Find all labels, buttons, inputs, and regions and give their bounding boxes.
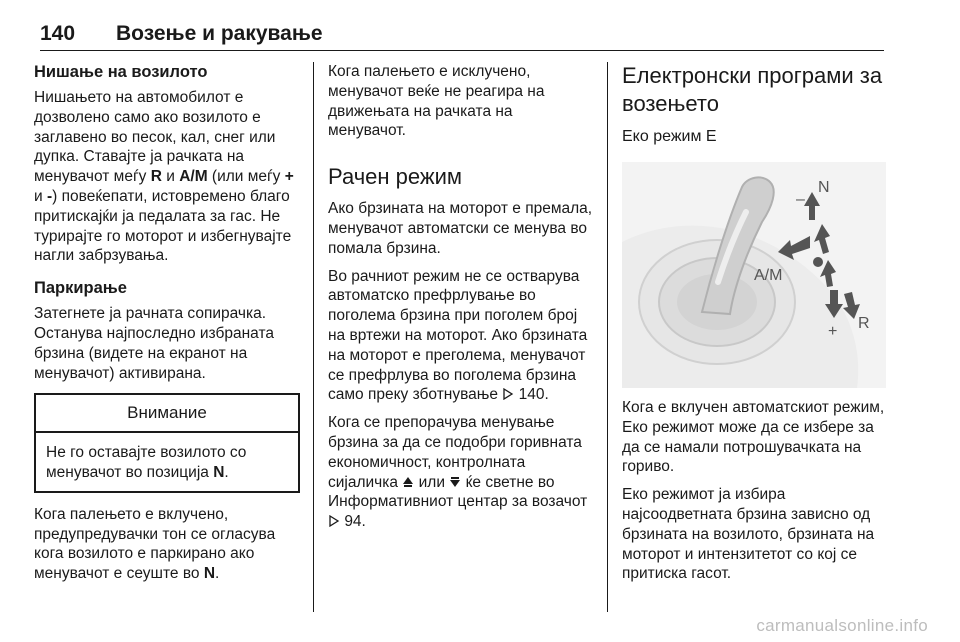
label-plus: + bbox=[828, 323, 838, 340]
paragraph-parking: Затегнете ја рачната сопирачка. Останува најпоследно избраната брзина (видете на екранот на менувачот) активирана. bbox=[34, 305, 274, 382]
page-header bbox=[40, 22, 884, 51]
section-title-parking: Паркирање bbox=[34, 279, 127, 298]
paragraph-eco-2: Еко режимот ја избира најсоодветната брзина зависно од брзината на возилото, брзината на моторот и интензитетот со кој се притиска гасот. bbox=[622, 486, 875, 583]
section-title-programs: Електронски програми за возењето bbox=[622, 63, 883, 116]
column-right bbox=[622, 62, 888, 592]
warning-text: Не го оставајте возилото со менувачот во позиција N. bbox=[46, 444, 247, 481]
paragraph-rocking: Нишањето на автомобилот е дозволено само ако возилото е заглавено во песок, кал, снег или дупка. Ставајте ја рачката на менувачот меѓу R и A/M (или меѓу + и -) повеќепати, истовремено благо притискајќи ја педалата за гас. Не турирајте го моторот и избегнувајте нагли забрзувања. bbox=[34, 89, 294, 265]
label-r: R bbox=[858, 315, 870, 332]
page-number: 140 bbox=[40, 22, 76, 45]
column-divider bbox=[607, 62, 608, 612]
column-divider bbox=[313, 62, 314, 612]
subsection-title-eco: Еко режим E bbox=[622, 128, 717, 145]
column-left bbox=[34, 62, 300, 592]
gear-lever-figure bbox=[622, 162, 886, 388]
paragraph-manual-1: Ако брзината на моторот е премала, менувачот автоматски се менува во помала брзина. bbox=[328, 200, 593, 257]
column-middle bbox=[328, 62, 594, 540]
watermark: carmanualsonline.info bbox=[756, 616, 928, 635]
warning-title: Внимание bbox=[36, 395, 298, 433]
label-minus: – bbox=[796, 191, 805, 208]
shift-down-icon bbox=[449, 476, 461, 488]
paragraph-eco-1: Кога е вклучен автоматскиот режим, Еко режимот може да се избере за да се намали потрошувачката на гориво. bbox=[622, 399, 885, 476]
section-title-rocking: Нишање на возилото bbox=[34, 63, 208, 81]
gear-lever-illustration bbox=[622, 162, 886, 388]
section-title-manual: Рачен режим bbox=[328, 164, 463, 190]
paragraph-manual-3: Кога се препорачува менување брзина за да се подобри горивната економичност, контролната сијаличка или ќе светне во Информативниот центар за возачот 94. bbox=[328, 414, 588, 531]
warning-box bbox=[34, 393, 300, 492]
label-n: N bbox=[818, 179, 830, 196]
page-title: Возење и ракување bbox=[116, 22, 323, 45]
label-am: A/M bbox=[754, 267, 783, 284]
paragraph-warning-tone: Кога палењето е вклучено, предупредувачки тон се огласува кога возилото е паркирано ако менувачот е сеуште во N. bbox=[34, 505, 276, 583]
page-reference-icon bbox=[328, 515, 340, 527]
paragraph-manual-2: Во рачниот режим не се остварува автоматско префрлување во поголема брзина при поголем број на вртежи на моторот. Ако брзината на моторот е преголема, менувачот се префрлува во поголема брзина само преку зботнување 140. bbox=[328, 267, 588, 404]
shift-up-icon bbox=[402, 476, 414, 488]
page-reference-icon bbox=[502, 388, 514, 400]
paragraph-ignition-off: Кога палењето е исклучено, менувачот веќе не реагира на движењата на рачката на менувачот. bbox=[328, 63, 545, 140]
